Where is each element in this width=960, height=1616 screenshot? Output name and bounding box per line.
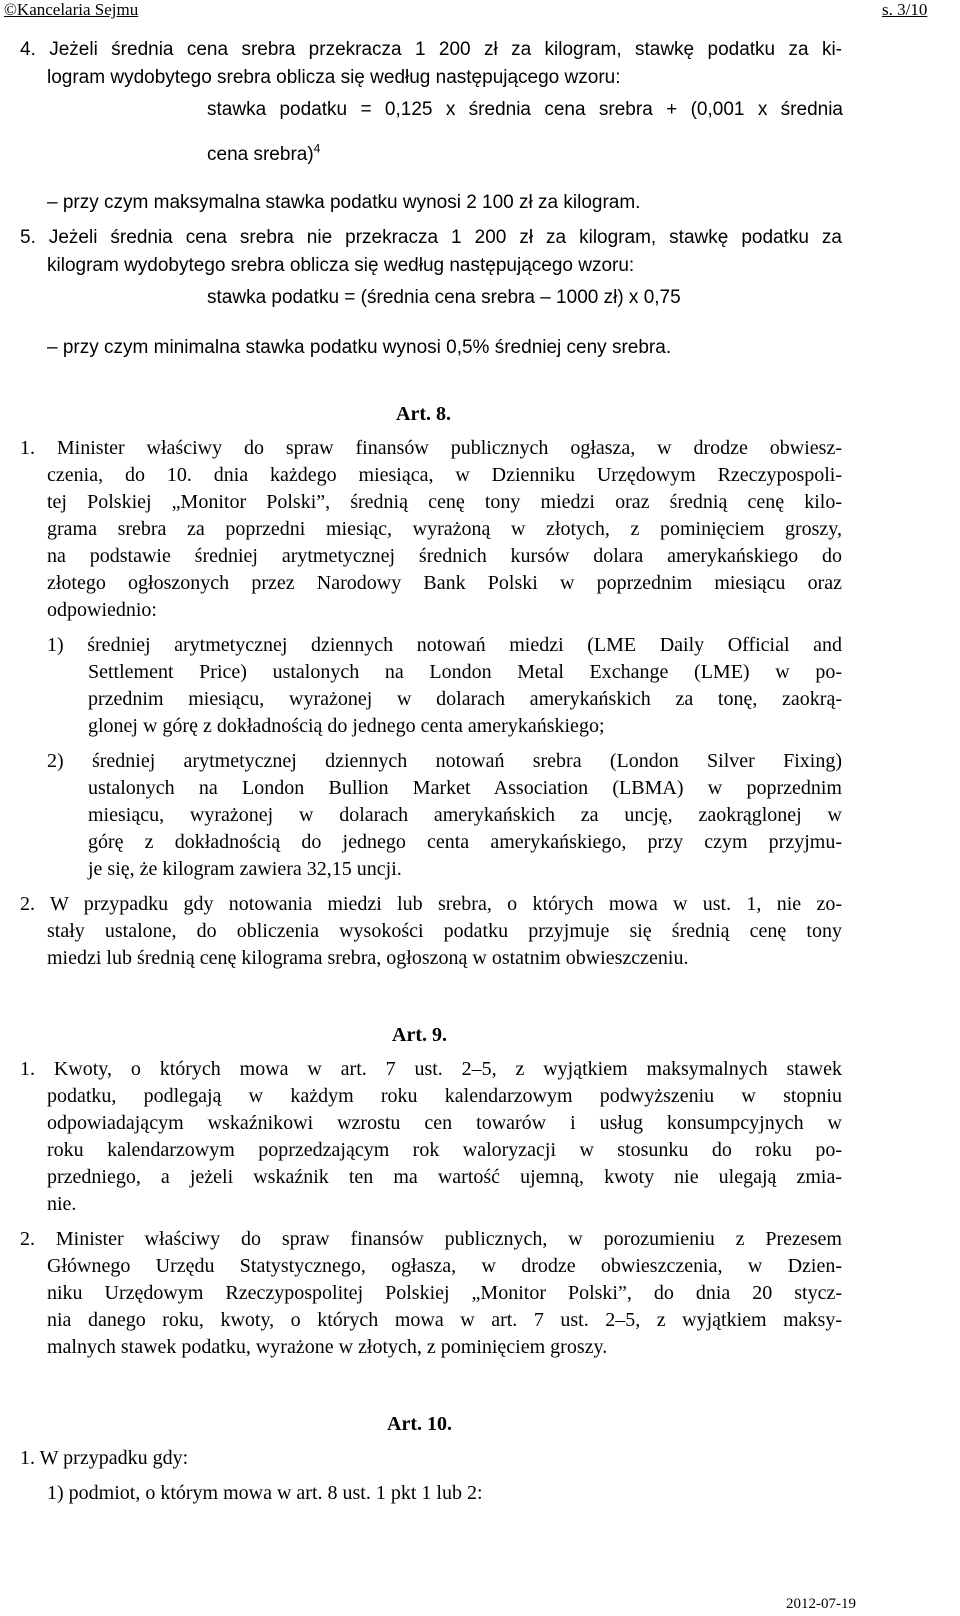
list-item-line: górę z dokładnością do jednego centa amerykańskiego, przy czym przyjmu- bbox=[88, 831, 842, 853]
formula-note: – przy czym maksymalna stawka podatku wynosi 2 100 zł za kilogram. bbox=[47, 192, 641, 213]
formula-line: stawka podatku = (średnia cena srebra – 1000 zł) x 0,75 bbox=[207, 287, 681, 308]
paragraph-line: 1. Kwoty, o których mowa w art. 7 ust. 2–5, z wyjątkiem maksymalnych stawek bbox=[20, 1058, 842, 1080]
paragraph-line: malnych stawek podatku, wyrażone w złotych, z pominięciem groszy. bbox=[47, 1336, 608, 1358]
paragraph-line: odpowiednio: bbox=[47, 599, 157, 621]
formula-line: stawka podatku = 0,125 x średnia cena srebra + (0,001 x średnia bbox=[207, 99, 843, 120]
formula-line bbox=[207, 143, 320, 167]
list-item-line: 2) średniej arytmetycznej dziennych notowań srebra (London Silver Fixing) bbox=[47, 750, 842, 772]
list-item-line: je się, że kilogram zawiera 32,15 uncji. bbox=[88, 858, 402, 880]
paragraph-line: nie. bbox=[47, 1193, 77, 1215]
footer-date: 2012-07-19 bbox=[786, 1596, 856, 1612]
paragraph-line: nia danego roku, kwoty, o których mowa w art. 7 ust. 2–5, z wyjątkiem maksy- bbox=[47, 1309, 842, 1331]
article-title-8: Art. 8. bbox=[396, 403, 451, 425]
art10-list-item-1: 1) podmiot, o którym mowa w art. 8 ust. 1 pkt 1 lub 2: bbox=[47, 1482, 483, 1504]
list-item-line: Settlement Price) ustalonych na London Metal Exchange (LME) w po- bbox=[88, 661, 842, 683]
paragraph-line: 2. Minister właściwy do spraw finansów publicznych, w porozumieniu z Prezesem bbox=[20, 1228, 842, 1250]
paragraph-line: odpowiadającym wskaźnikowi wzrostu cen towarów i usług konsumpcyjnych w bbox=[47, 1112, 842, 1134]
art10-paragraph-1: 1. W przypadku gdy: bbox=[20, 1447, 189, 1469]
list-item-line: 1) średniej arytmetycznej dziennych notowań miedzi (LME Daily Official and bbox=[47, 634, 842, 656]
paragraph-line: podatku, podlegają w każdym roku kalendarzowym podwyższeniu w stopniu bbox=[47, 1085, 842, 1107]
paragraph-line: logram wydobytego srebra oblicza się według następującego wzoru: bbox=[47, 67, 621, 88]
list-item-line: ustalonych na London Bullion Market Association (LBMA) w poprzednim bbox=[88, 777, 842, 799]
paragraph-line: Głównego Urzędu Statystycznego, ogłasza, w drodze obwieszczenia, w Dzien- bbox=[47, 1255, 842, 1277]
paragraph-line: miedzi lub średnią cenę kilograma srebra, ogłoszoną w ostatnim obwieszczeniu. bbox=[47, 947, 689, 969]
paragraph-line: 2. W przypadku gdy notowania miedzi lub srebra, o których mowa w ust. 1, nie zo- bbox=[20, 893, 842, 915]
list-item-line: glonej w górę z dokładnością do jednego centa amerykańskiego; bbox=[88, 715, 605, 737]
list-item-line: miesiącu, wyrażonej w dolarach amerykańskich za uncję, zaokrąglonej w bbox=[88, 804, 842, 826]
paragraph-line: roku kalendarzowym poprzedzającym rok waloryzacji w stosunku do roku po- bbox=[47, 1139, 842, 1161]
paragraph-line: 4. Jeżeli średnia cena srebra przekracza 1 200 zł za kilogram, stawkę podatku za ki- bbox=[20, 39, 842, 60]
paragraph-line: 5. Jeżeli średnia cena srebra nie przekracza 1 200 zł za kilogram, stawkę podatku za bbox=[20, 227, 842, 248]
paragraph-line: złotego ogłoszonych przez Narodowy Bank Polski w poprzednim miesiącu oraz bbox=[47, 572, 842, 594]
formula-note: – przy czym minimalna stawka podatku wynosi 0,5% średniej ceny srebra. bbox=[47, 337, 672, 358]
paragraph-line: czenia, do 10. dnia każdego miesiąca, w Dzienniku Urzędowym Rzeczypospoli- bbox=[47, 464, 842, 486]
formula-text: cena srebra) bbox=[207, 144, 314, 165]
formula-exponent: 4 bbox=[313, 141, 321, 156]
paragraph-line: niku Urzędowym Rzeczypospolitej Polskiej „Monitor Polski”, do dnia 20 stycz- bbox=[47, 1282, 842, 1304]
article-title-10: Art. 10. bbox=[387, 1413, 452, 1435]
paragraph-line: grama srebra za poprzedni miesiąc, wyrażoną w złotych, z pominięciem groszy, bbox=[47, 518, 842, 540]
page-number: s. 3/10 bbox=[882, 0, 928, 19]
header-source: ©Kancelaria Sejmu bbox=[4, 0, 139, 19]
paragraph-line: na podstawie średniej arytmetycznej średnich kursów dolara amerykańskiego do bbox=[47, 545, 842, 567]
paragraph-line: 1. Minister właściwy do spraw finansów publicznych ogłasza, w drodze obwiesz- bbox=[20, 437, 842, 459]
paragraph-line: tej Polskiej „Monitor Polski”, średnią cenę tony miedzi oraz średnią cenę kilo- bbox=[47, 491, 842, 513]
paragraph-line: stały ustalone, do obliczenia wysokości podatku przyjmuje się średnią cenę tony bbox=[47, 920, 842, 942]
list-item-line: przednim miesiącu, wyrażonej w dolarach amerykańskich za tonę, zaokrą- bbox=[88, 688, 842, 710]
paragraph-line: przedniego, a jeżeli wskaźnik ten ma wartość ujemną, kwoty nie ulegają zmia- bbox=[47, 1166, 842, 1188]
paragraph-line: kilogram wydobytego srebra oblicza się według następującego wzoru: bbox=[47, 255, 635, 276]
article-title-9: Art. 9. bbox=[392, 1024, 447, 1046]
